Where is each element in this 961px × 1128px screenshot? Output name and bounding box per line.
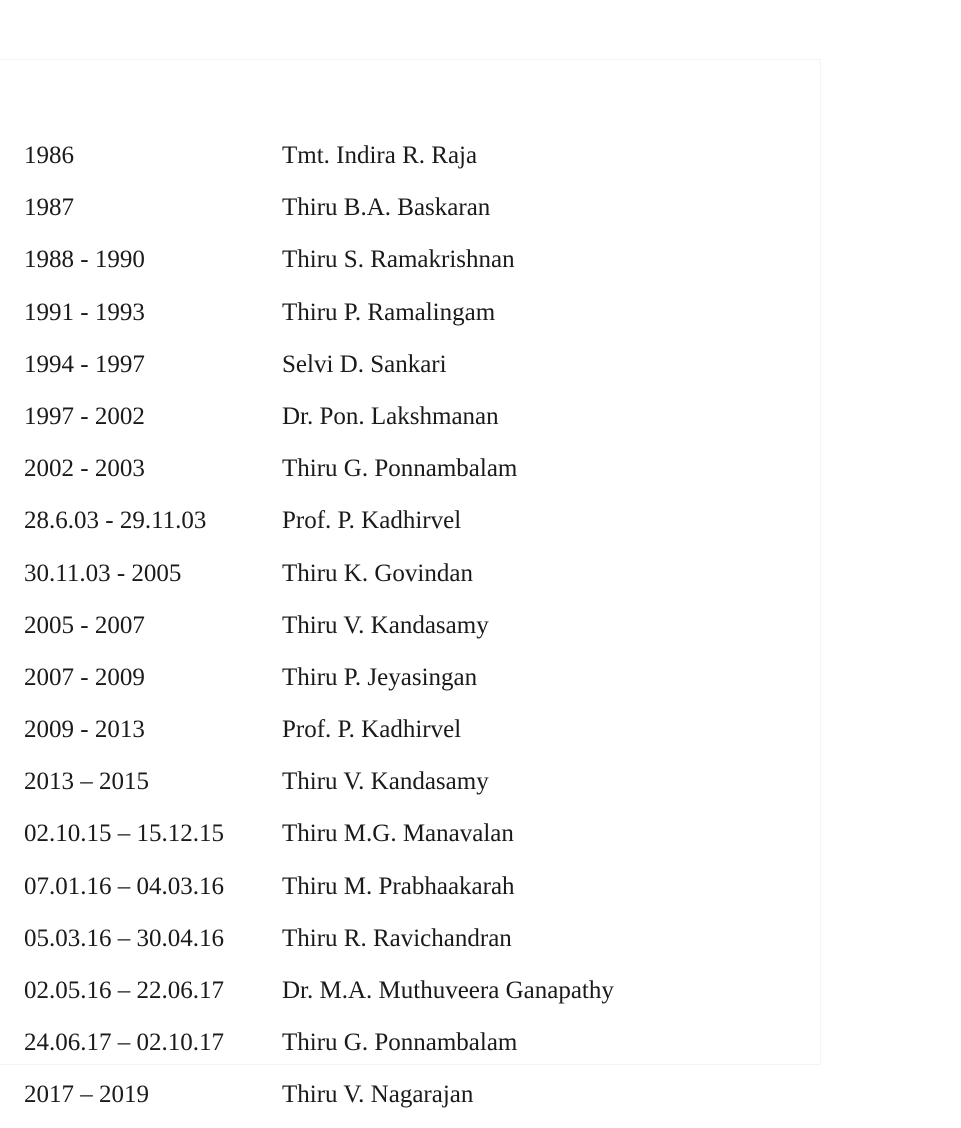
tenure-period: 02.05.16 – 22.06.17 <box>24 977 224 1004</box>
list-item <box>24 501 804 553</box>
tenure-period: 2013 – 2015 <box>24 768 149 796</box>
officer-name: Thiru S. Ramakrishnan <box>282 246 515 274</box>
officer-name: Thiru M. Prabhaakarah <box>282 872 515 900</box>
list-item <box>24 867 804 919</box>
list-item <box>24 397 804 449</box>
officer-name: Dr. M.A. Muthuveera Ganapathy <box>282 977 614 1004</box>
list-item <box>24 240 804 292</box>
tenure-period: 1994 - 1997 <box>24 350 145 378</box>
list-item <box>24 1023 804 1075</box>
list-item <box>24 710 804 762</box>
tenure-list <box>24 136 804 1128</box>
tenure-period: 1997 - 2002 <box>24 402 145 430</box>
list-item <box>24 814 804 866</box>
officer-name: Thiru G. Ponnambalam <box>282 1029 518 1057</box>
tenure-period: 30.11.03 - 2005 <box>24 559 182 587</box>
tenure-period: 1987 <box>24 194 74 222</box>
tenure-period: 07.01.16 – 04.03.16 <box>24 872 224 900</box>
list-item <box>24 762 804 814</box>
tenure-period: 02.10.15 – 15.12.15 <box>24 820 224 848</box>
list-item <box>24 1075 804 1127</box>
tenure-period: 2009 - 2013 <box>24 716 145 744</box>
officer-name: Thiru K. Govindan <box>282 559 473 587</box>
officer-name: Thiru P. Ramalingam <box>282 298 496 326</box>
list-item <box>24 293 804 345</box>
officer-name: Thiru V. Nagarajan <box>282 1081 474 1109</box>
document-page <box>0 60 820 1109</box>
list-item <box>24 449 804 501</box>
officer-name: Thiru P. Jeyasingan <box>282 663 478 691</box>
list-item <box>24 606 804 658</box>
tenure-period: 1991 - 1993 <box>24 298 145 326</box>
tenure-period: 2007 - 2009 <box>24 663 145 691</box>
officer-name: Thiru M.G. Manavalan <box>282 820 514 848</box>
tenure-period: 1988 - 1990 <box>24 246 145 274</box>
officer-name: Thiru B.A. Baskaran <box>282 194 491 222</box>
officer-name: Selvi D. Sankari <box>282 350 447 378</box>
list-item <box>24 554 804 606</box>
list-item <box>24 658 804 710</box>
tenure-period: 2002 - 2003 <box>24 455 145 483</box>
tenure-period: 28.6.03 - 29.11.03 <box>24 507 207 535</box>
officer-name: Thiru V. Kandasamy <box>282 768 489 796</box>
officer-name: Tmt. Indira R. Raja <box>282 142 478 169</box>
officer-name: Prof. P. Kadhirvel <box>282 507 462 535</box>
tenure-period: 1986 <box>24 142 74 169</box>
tenure-period: 2017 – 2019 <box>24 1081 149 1109</box>
officer-name: Thiru G. Ponnambalam <box>282 455 518 483</box>
officer-name: Dr. Pon. Lakshmanan <box>282 402 499 430</box>
list-item <box>24 971 804 1023</box>
officer-name: Thiru V. Kandasamy <box>282 611 489 639</box>
tenure-period: 2005 - 2007 <box>24 611 145 639</box>
list-item <box>24 188 804 240</box>
tenure-period: 24.06.17 – 02.10.17 <box>24 1029 224 1057</box>
list-item <box>24 345 804 397</box>
list-item <box>24 919 804 971</box>
officer-name: Thiru R. Ravichandran <box>282 924 512 952</box>
tenure-period: 05.03.16 – 30.04.16 <box>24 924 224 952</box>
officer-name: Prof. P. Kadhirvel <box>282 716 462 744</box>
list-item <box>24 136 804 188</box>
